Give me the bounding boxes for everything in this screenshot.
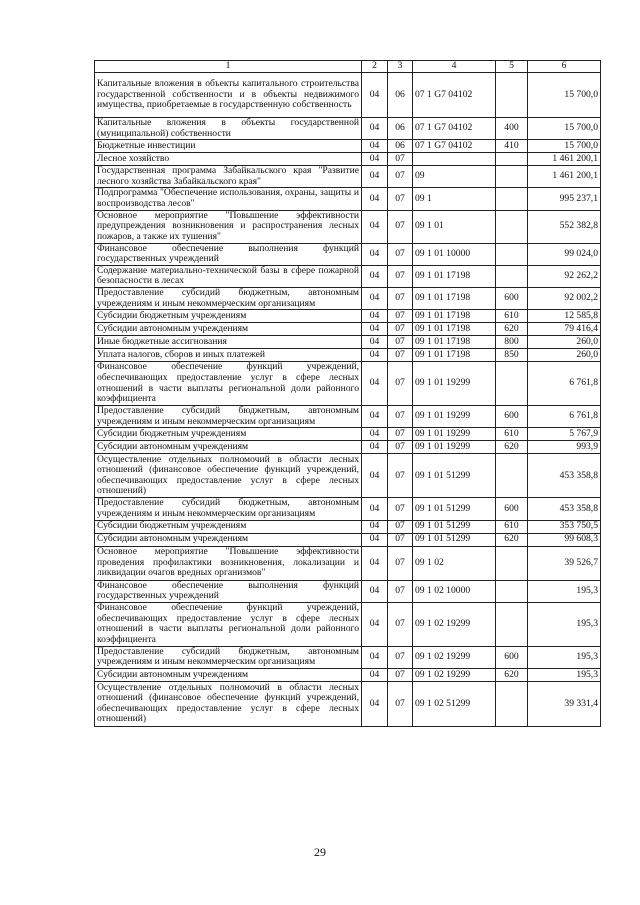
row-amount-cell: 1 461 200,1: [528, 166, 601, 188]
row-subsection-cell: 07: [388, 454, 413, 498]
row-expense-type-cell: 400: [496, 118, 528, 140]
row-section-cell: 04: [362, 73, 388, 118]
row-amount-cell: 993,9: [528, 441, 601, 454]
row-amount-cell: 15 700,0: [528, 118, 601, 140]
row-subsection-cell: 07: [388, 188, 413, 210]
row-expense-type-cell: [496, 166, 528, 188]
row-section-cell: 04: [362, 265, 388, 287]
table-row: [95, 287, 601, 309]
row-amount-cell: 260,0: [528, 349, 601, 362]
header-cell-4: 4: [413, 61, 496, 73]
row-amount-cell: 552 382,8: [528, 210, 601, 243]
table-row: [95, 349, 601, 362]
header-cell-5: 5: [496, 61, 528, 73]
row-target-item-cell: 09 1 01 51299: [413, 498, 496, 520]
row-subsection-cell: 07: [388, 646, 413, 668]
row-section-cell: 04: [362, 428, 388, 441]
row-target-item-cell: 09 1 01 19299: [413, 441, 496, 454]
table-row: [95, 454, 601, 498]
row-section-cell: 04: [362, 287, 388, 309]
row-target-item-cell: 07 1 G7 04102: [413, 118, 496, 140]
row-target-item-cell: 09: [413, 166, 496, 188]
row-expense-type-cell: 610: [496, 428, 528, 441]
row-amount-cell: 195,3: [528, 668, 601, 681]
row-expense-type-cell: 410: [496, 140, 528, 153]
row-target-item-cell: 09 1 01 17198: [413, 310, 496, 323]
row-name-cell: Субсидии бюджетным учреждениям: [95, 520, 362, 533]
row-name-cell: Содержание материально-технической базы в сфере пожарной безопасности в лесах: [95, 265, 362, 287]
row-target-item-cell: 09 1 01: [413, 210, 496, 243]
row-section-cell: 04: [362, 349, 388, 362]
row-target-item-cell: 09 1 01 17198: [413, 349, 496, 362]
row-subsection-cell: 07: [388, 498, 413, 520]
row-section-cell: 04: [362, 668, 388, 681]
table-row: [95, 73, 601, 118]
row-name-cell: Финансовое обеспечение функций учреждений, обеспечивающих предоставление услуг в сфере лесных отношений в части выплаты региональной доли районного коэффициента: [95, 602, 362, 646]
row-section-cell: 04: [362, 140, 388, 153]
row-name-cell: Предоставление субсидий бюджетным, автономным учреждениям и иным некоммерческим организациям: [95, 287, 362, 309]
row-name-cell: Предоставление субсидий бюджетным, автономным учреждениям и иным некоммерческим организациям: [95, 646, 362, 668]
row-section-cell: 04: [362, 153, 388, 166]
row-section-cell: 04: [362, 441, 388, 454]
row-name-cell: Субсидии бюджетным учреждениям: [95, 428, 362, 441]
row-name-cell: Субсидии автономным учреждениям: [95, 441, 362, 454]
row-expense-type-cell: [496, 546, 528, 580]
row-name-cell: Иные бюджетные ассигнования: [95, 336, 362, 349]
row-expense-type-cell: [496, 362, 528, 406]
table-row: [95, 210, 601, 243]
row-name-cell: Бюджетные инвестиции: [95, 140, 362, 153]
header-cell-6: 6: [528, 61, 601, 73]
table-row: [95, 323, 601, 336]
row-target-item-cell: 09 1 02 19299: [413, 668, 496, 681]
row-subsection-cell: 06: [388, 118, 413, 140]
table-row: [95, 406, 601, 428]
row-expense-type-cell: 600: [496, 498, 528, 520]
row-target-item-cell: 09 1 01 51299: [413, 454, 496, 498]
row-amount-cell: 1 461 200,1: [528, 153, 601, 166]
row-expense-type-cell: [496, 681, 528, 726]
row-section-cell: 04: [362, 602, 388, 646]
row-section-cell: 04: [362, 533, 388, 546]
row-amount-cell: 15 700,0: [528, 73, 601, 118]
row-expense-type-cell: 800: [496, 336, 528, 349]
row-subsection-cell: 07: [388, 520, 413, 533]
header-cell-3: 3: [388, 61, 413, 73]
row-target-item-cell: 07 1 G7 04102: [413, 140, 496, 153]
row-subsection-cell: 06: [388, 140, 413, 153]
row-target-item-cell: 09 1 02: [413, 546, 496, 580]
row-name-cell: Субсидии автономным учреждениям: [95, 533, 362, 546]
row-amount-cell: 195,3: [528, 580, 601, 602]
row-expense-type-cell: [496, 188, 528, 210]
row-subsection-cell: 07: [388, 166, 413, 188]
row-subsection-cell: 07: [388, 349, 413, 362]
row-subsection-cell: 07: [388, 533, 413, 546]
row-name-cell: Основное мероприятие "Повышение эффективности предупреждения возникновения и распространения лесных пожаров, а также их тушения": [95, 210, 362, 243]
row-subsection-cell: 07: [388, 668, 413, 681]
row-amount-cell: 79 416,4: [528, 323, 601, 336]
row-subsection-cell: 07: [388, 243, 413, 265]
row-amount-cell: 453 358,8: [528, 498, 601, 520]
row-target-item-cell: 09 1 01 17198: [413, 287, 496, 309]
table-row: [95, 428, 601, 441]
row-expense-type-cell: 600: [496, 287, 528, 309]
table-row: [95, 520, 601, 533]
row-amount-cell: 353 750,5: [528, 520, 601, 533]
row-subsection-cell: 07: [388, 362, 413, 406]
row-target-item-cell: 09 1 02 51299: [413, 681, 496, 726]
row-target-item-cell: 09 1 01 51299: [413, 520, 496, 533]
row-name-cell: Субсидии автономным учреждениям: [95, 668, 362, 681]
row-subsection-cell: 07: [388, 441, 413, 454]
row-subsection-cell: 07: [388, 681, 413, 726]
row-subsection-cell: 07: [388, 153, 413, 166]
row-expense-type-cell: [496, 454, 528, 498]
table-row: [95, 533, 601, 546]
row-name-cell: Подпрограмма "Обеспечение использования, охраны, защиты и воспроизводства лесов": [95, 188, 362, 210]
table-row: [95, 265, 601, 287]
row-target-item-cell: 09 1 01 19299: [413, 362, 496, 406]
row-subsection-cell: 07: [388, 602, 413, 646]
row-section-cell: 04: [362, 546, 388, 580]
table-row: [95, 166, 601, 188]
row-target-item-cell: 09 1 01 17198: [413, 336, 496, 349]
row-section-cell: 04: [362, 323, 388, 336]
row-name-cell: Уплата налогов, сборов и иных платежей: [95, 349, 362, 362]
row-target-item-cell: 09 1 01 19299: [413, 428, 496, 441]
row-target-item-cell: 09 1 02 19299: [413, 646, 496, 668]
row-expense-type-cell: [496, 210, 528, 243]
row-amount-cell: 195,3: [528, 602, 601, 646]
row-amount-cell: 260,0: [528, 336, 601, 349]
row-expense-type-cell: 850: [496, 349, 528, 362]
row-target-item-cell: 09 1 01 10000: [413, 243, 496, 265]
table-row: [95, 188, 601, 210]
row-section-cell: 04: [362, 520, 388, 533]
row-section-cell: 04: [362, 118, 388, 140]
table-body: [95, 61, 601, 727]
row-name-cell: Субсидии бюджетным учреждениям: [95, 310, 362, 323]
row-amount-cell: 5 767,9: [528, 428, 601, 441]
row-section-cell: 04: [362, 166, 388, 188]
row-target-item-cell: [413, 153, 496, 166]
row-section-cell: 04: [362, 310, 388, 323]
row-subsection-cell: 07: [388, 287, 413, 309]
row-expense-type-cell: [496, 265, 528, 287]
table-row: [95, 243, 601, 265]
row-expense-type-cell: [496, 73, 528, 118]
row-section-cell: 04: [362, 681, 388, 726]
row-amount-cell: 92 262,2: [528, 265, 601, 287]
table-row: [95, 546, 601, 580]
row-target-item-cell: 09 1 01 17198: [413, 265, 496, 287]
row-name-cell: Финансовое обеспечение выполнения функций государственных учреждений: [95, 580, 362, 602]
table-row: [95, 441, 601, 454]
row-subsection-cell: 07: [388, 265, 413, 287]
table-row: [95, 153, 601, 166]
row-amount-cell: 92 002,2: [528, 287, 601, 309]
row-section-cell: 04: [362, 243, 388, 265]
table-row: [95, 118, 601, 140]
table-row: [95, 310, 601, 323]
row-name-cell: Основное мероприятие "Повышение эффективности проведения профилактики возникновения, локализации и ликвидации очагов вредных организмов": [95, 546, 362, 580]
table-row: [95, 681, 601, 726]
row-amount-cell: 39 331,4: [528, 681, 601, 726]
row-amount-cell: 15 700,0: [528, 140, 601, 153]
row-amount-cell: 99 024,0: [528, 243, 601, 265]
row-subsection-cell: 07: [388, 310, 413, 323]
row-section-cell: 04: [362, 454, 388, 498]
row-section-cell: 04: [362, 336, 388, 349]
table-header-row: [95, 61, 601, 73]
row-name-cell: Субсидии автономным учреждениям: [95, 323, 362, 336]
row-name-cell: Капитальные вложения в объекты капитального строительства государственной собственности и в объекты недвижимого имущества, приобретаемые в государственную собственность: [95, 73, 362, 118]
row-subsection-cell: 07: [388, 336, 413, 349]
header-cell-2: 2: [362, 61, 388, 73]
row-target-item-cell: 09 1: [413, 188, 496, 210]
row-target-item-cell: 09 1 01 51299: [413, 533, 496, 546]
table-row: [95, 336, 601, 349]
header-cell-1: 1: [95, 61, 362, 73]
row-expense-type-cell: 620: [496, 668, 528, 681]
row-expense-type-cell: [496, 580, 528, 602]
table-row: [95, 498, 601, 520]
row-subsection-cell: 07: [388, 580, 413, 602]
row-subsection-cell: 07: [388, 323, 413, 336]
row-section-cell: 04: [362, 406, 388, 428]
row-expense-type-cell: 610: [496, 520, 528, 533]
row-name-cell: Государственная программа Забайкальского края "Развитие лесного хозяйства Забайкальского края": [95, 166, 362, 188]
row-name-cell: Капитальные вложения в объекты государственной (муниципальной) собственности: [95, 118, 362, 140]
row-section-cell: 04: [362, 646, 388, 668]
row-name-cell: Осуществление отдельных полномочий в области лесных отношений (финансовое обеспечение функций учреждений, обеспечивающих предоставление услуг в сфере лесных отношений): [95, 454, 362, 498]
row-section-cell: 04: [362, 210, 388, 243]
row-amount-cell: 453 358,8: [528, 454, 601, 498]
table-row: [95, 668, 601, 681]
row-name-cell: Предоставление субсидий бюджетным, автономным учреждениям и иным некоммерческим организациям: [95, 406, 362, 428]
row-target-item-cell: 07 1 G7 04102: [413, 73, 496, 118]
row-amount-cell: 6 761,8: [528, 362, 601, 406]
row-name-cell: Осуществление отдельных полномочий в области лесных отношений (финансовое обеспечение функций учреждений, обеспечивающих предоставление услуг в сфере лесных отношений): [95, 681, 362, 726]
budget-table: [94, 60, 601, 727]
row-expense-type-cell: 600: [496, 646, 528, 668]
row-name-cell: Лесное хозяйство: [95, 153, 362, 166]
row-name-cell: Финансовое обеспечение выполнения функций государственных учреждений: [95, 243, 362, 265]
row-expense-type-cell: 610: [496, 310, 528, 323]
row-expense-type-cell: 620: [496, 533, 528, 546]
row-target-item-cell: 09 1 01 19299: [413, 406, 496, 428]
row-section-cell: 04: [362, 188, 388, 210]
row-subsection-cell: 07: [388, 210, 413, 243]
row-amount-cell: 195,3: [528, 646, 601, 668]
row-subsection-cell: 06: [388, 73, 413, 118]
row-amount-cell: 995 237,1: [528, 188, 601, 210]
row-target-item-cell: 09 1 02 10000: [413, 580, 496, 602]
row-expense-type-cell: 620: [496, 441, 528, 454]
page-number: 29: [314, 845, 326, 859]
table-row: [95, 646, 601, 668]
row-subsection-cell: 07: [388, 546, 413, 580]
row-expense-type-cell: [496, 243, 528, 265]
row-subsection-cell: 07: [388, 428, 413, 441]
table-row: [95, 580, 601, 602]
table-row: [95, 362, 601, 406]
row-target-item-cell: 09 1 01 17198: [413, 323, 496, 336]
row-expense-type-cell: [496, 153, 528, 166]
row-amount-cell: 6 761,8: [528, 406, 601, 428]
row-amount-cell: 12 585,8: [528, 310, 601, 323]
table-row: [95, 602, 601, 646]
row-subsection-cell: 07: [388, 406, 413, 428]
table-row: [95, 140, 601, 153]
row-expense-type-cell: 620: [496, 323, 528, 336]
row-name-cell: Финансовое обеспечение функций учреждений, обеспечивающих предоставление услуг в сфере лесных отношений в части выплаты региональной доли районного коэффициента: [95, 362, 362, 406]
row-section-cell: 04: [362, 498, 388, 520]
row-section-cell: 04: [362, 580, 388, 602]
row-expense-type-cell: 600: [496, 406, 528, 428]
row-amount-cell: 39 526,7: [528, 546, 601, 580]
row-target-item-cell: 09 1 02 19299: [413, 602, 496, 646]
row-section-cell: 04: [362, 362, 388, 406]
row-name-cell: Предоставление субсидий бюджетным, автономным учреждениям и иным некоммерческим организациям: [95, 498, 362, 520]
row-amount-cell: 99 608,3: [528, 533, 601, 546]
row-expense-type-cell: [496, 602, 528, 646]
